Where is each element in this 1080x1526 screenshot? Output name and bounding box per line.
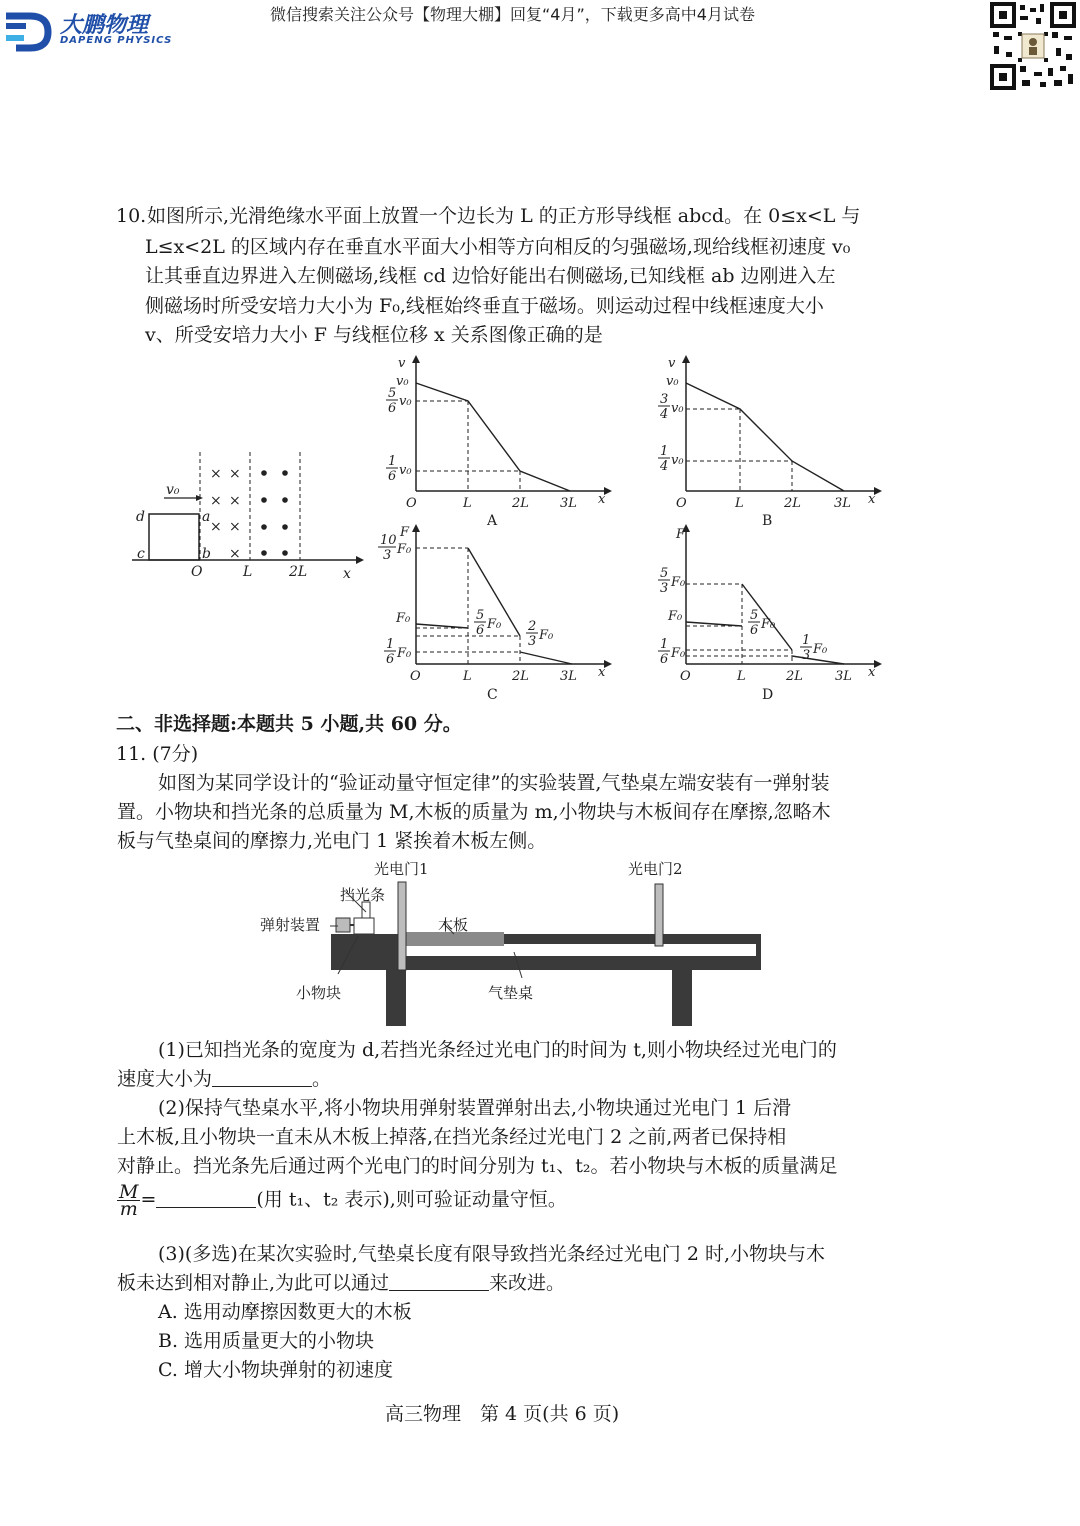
mass-ratio-denominator: m: [119, 1198, 138, 1220]
q11-part3-line-2: [117, 1269, 565, 1298]
q10-line-5: v、所受安培力大小 F 与线框位移 x 关系图像正确的是: [145, 324, 603, 346]
q11-apparatus-figure: [258, 856, 768, 1026]
option-a-mark-5: 5: [388, 386, 397, 401]
option-b-mark-v0: v₀: [666, 374, 679, 389]
small-block: [354, 918, 374, 934]
q11-part1-line-1: (1)已知挡光条的宽度为 d,若挡光条经过光电门的时间为 t,则小物块经过光电门的: [158, 1039, 837, 1061]
q10-setup-figure: [128, 448, 368, 583]
label-air-table: 气垫桌: [488, 984, 534, 1002]
shutter-strip: [362, 902, 370, 920]
option-a-mark-6b: 6: [388, 469, 397, 484]
option-d-tick-3L: 3L: [835, 669, 852, 684]
option-c-tick-2L: 2L: [512, 669, 529, 684]
q10-line-2: L≤x<2L 的区域内存在垂直水平面大小相等方向相反的匀强磁场,现给线框初速度 v₀: [145, 236, 851, 258]
dapeng-logo-icon: [2, 12, 56, 56]
option-b-mark-4: 4: [660, 407, 669, 422]
setup-label-c: c: [137, 546, 145, 562]
option-c-mark-10: 10: [380, 533, 397, 548]
option-a-mark-1: 1: [388, 454, 397, 469]
option-c-mark-F0d: F₀: [539, 628, 554, 643]
q11-intro-1: 如图为某同学设计的“验证动量守恒定律”的实验装置,气垫桌左端安装有一弹射装: [158, 772, 830, 794]
svg-text:×: ×: [210, 519, 222, 535]
label-photogate-2: 光电门2: [628, 860, 683, 878]
q10-line-1: 如图所示,光滑绝缘水平面上放置一个边长为 L 的正方形导线框 abcd。在 0≤x<L 与: [147, 205, 861, 227]
svg-text:×: ×: [229, 519, 241, 535]
label-block: 小物块: [296, 984, 342, 1002]
option-b-tick-O: O: [676, 496, 687, 511]
setup-label-x: x: [343, 566, 351, 582]
option-d-tick-L: L: [737, 669, 746, 684]
setup-label-O: O: [191, 564, 203, 580]
option-c-mark-5: 5: [476, 608, 485, 623]
option-a-curve: [416, 383, 570, 491]
option-a-tick-x: x: [598, 492, 606, 507]
option-c-mark-F0c: F₀: [487, 617, 502, 632]
option-d-mark-F0d: F₀: [813, 642, 828, 657]
brand-logo: [0, 4, 200, 52]
option-d-curve-1: [686, 622, 742, 626]
q11-choice-c[interactable]: C. 增大小物块弹射的初速度: [158, 1359, 393, 1381]
table-leg-right: [672, 970, 692, 1026]
section2-title: 二、非选择题:本题共 5 小题,共 60 分。: [116, 713, 462, 735]
q11-part2-line-2: 上木板,且小物块一直未从木板上掉落,在挡光条经过光电门 2 之前,两者已保持相: [117, 1126, 787, 1148]
wooden-board: [406, 932, 504, 946]
option-c-mark-6: 6: [476, 623, 485, 638]
option-b-mark-4b: 4: [660, 459, 669, 474]
option-d-mark-F0: F₀: [671, 575, 686, 590]
option-d-mark-3: 3: [660, 581, 669, 596]
q10-number: 10.: [116, 205, 147, 227]
q11-intro-3: 板与气垫桌间的摩擦力,光电门 1 紧挨着木板左侧。: [117, 830, 547, 852]
setup-label-L: L: [243, 564, 253, 580]
brand-name-en: DAPENG PHYSICS: [60, 35, 173, 46]
option-b-curve: [686, 383, 844, 491]
label-board: 木板: [438, 916, 469, 934]
q11-part3-suffix: 来改进。: [489, 1272, 566, 1294]
option-b-mark-1: 1: [660, 444, 669, 459]
label-shutter: 挡光条: [340, 886, 386, 904]
option-d-mark-1: 1: [802, 633, 811, 648]
option-b-label: B: [762, 513, 773, 529]
svg-text:×: ×: [210, 493, 222, 509]
option-d-tick-x: x: [868, 665, 876, 680]
option-d-mark-F0b: F₀: [668, 609, 683, 624]
option-d-tick-O: O: [680, 669, 691, 684]
q11-part1-answer-blank[interactable]: [212, 1068, 312, 1087]
q11-part1-line-2: [117, 1065, 331, 1094]
option-c-tick-3L: 3L: [560, 669, 577, 684]
q11-part2-suffix: (用 t₁、t₂ 表示),则可验证动量守恒。: [256, 1188, 567, 1211]
option-c-label: C: [487, 687, 498, 702]
option-a-mark-v0c: v₀: [399, 463, 412, 478]
q11-part2-line-1: (2)保持气垫桌水平,将小物块用弹射装置弹射出去,小物块通过光电门 1 后滑: [158, 1097, 792, 1119]
field-into-page: [210, 466, 241, 562]
option-d-curve-3: [792, 656, 844, 664]
option-b-mark-3: 3: [660, 392, 669, 407]
option-d-mark-3b: 3: [802, 648, 811, 663]
option-c-tick-L: L: [463, 669, 472, 684]
option-d-mark-F0c: F₀: [761, 617, 776, 632]
option-a-yaxis-label: v: [398, 356, 406, 371]
q10-line-4: 侧磁场时所受安培力大小为 F₀,线框始终垂直于磁场。则运动过程中线框速度大小: [145, 295, 824, 317]
photogate-2: [655, 884, 663, 946]
option-b-mark-v0b: v₀: [671, 401, 684, 416]
setup-label-d: d: [136, 509, 145, 525]
q11-part3-prefix: 板未达到相对静止,为此可以通过: [117, 1272, 390, 1294]
option-d-mark-6: 6: [750, 623, 759, 638]
q10-option-d-graph: [640, 522, 890, 702]
option-a-tick-O: O: [406, 496, 417, 511]
field-out-of-page: [261, 470, 288, 556]
q11-choice-b[interactable]: B. 选用质量更大的小物块: [158, 1330, 375, 1352]
option-c-mark-3: 3: [383, 548, 392, 563]
q11-part1-prefix: 速度大小为: [117, 1068, 213, 1090]
q10-line-3: 让其垂直边界进入左侧磁场,线框 cd 边恰好能出右侧磁场,已知线框 ab 边刚进入左: [145, 265, 836, 287]
option-d-mark-5b: 5: [750, 608, 759, 623]
option-c-mark-F0: F₀: [397, 542, 412, 557]
option-c-mark-1: 1: [386, 637, 395, 652]
option-a-tick-2L: 2L: [512, 496, 529, 511]
q11-part2-equals: =: [140, 1188, 157, 1211]
q10-option-a-graph: [370, 353, 620, 533]
brand-name-cn: 大鹏物理: [60, 13, 149, 38]
option-d-mark-6b: 6: [660, 652, 669, 667]
header-notice: 微信搜索关注公众号【物理大棚】回复“4月”，下载更多高中4月试卷: [270, 5, 755, 24]
option-c-mark-F0e: F₀: [397, 646, 412, 661]
qr-code-icon: [990, 2, 1076, 90]
wire-frame: [149, 514, 199, 560]
option-c-mark-F0b: F₀: [396, 611, 411, 626]
option-a-mark-6: 6: [388, 401, 397, 416]
photogate-1: [398, 882, 406, 970]
mass-ratio-fraction: [117, 1181, 140, 1220]
option-b-tick-2L: 2L: [784, 496, 801, 511]
setup-label-v0: v₀: [166, 482, 180, 498]
option-c-mark-2: 2: [528, 619, 537, 634]
option-c-yaxis-label: F: [400, 525, 410, 540]
setup-label-a: a: [202, 509, 211, 525]
q11-number: 11. (7分): [116, 743, 199, 765]
table-leg-left: [386, 970, 406, 1026]
option-b-tick-3L: 3L: [834, 496, 851, 511]
option-b-tick-L: L: [735, 496, 744, 511]
q11-choice-a[interactable]: A. 选用动摩擦因数更大的木板: [158, 1301, 412, 1323]
option-a-mark-v0: v₀: [396, 374, 409, 389]
option-c-tick-x: x: [598, 665, 606, 680]
option-b-yaxis-label: v: [668, 356, 676, 371]
label-launcher: 弹射装置: [260, 916, 321, 934]
option-c-tick-O: O: [410, 669, 421, 684]
option-c-curve-3: [520, 652, 572, 664]
option-c-mark-3b: 3: [528, 634, 537, 649]
option-d-mark-5: 5: [660, 566, 669, 581]
option-d-mark-1b: 1: [660, 637, 669, 652]
svg-text:×: ×: [229, 546, 241, 562]
q11-part3-answer-blank[interactable]: [389, 1272, 489, 1291]
option-c-curve-1: [416, 624, 468, 628]
option-d-tick-2L: 2L: [786, 669, 803, 684]
q11-part3-line-1: (3)(多选)在某次实验时,气垫桌长度有限导致挡光条经过光电门 2 时,小物块与木: [158, 1243, 825, 1265]
q11-part2-answer-blank[interactable]: [156, 1189, 256, 1208]
option-a-label: A: [487, 513, 498, 529]
q10-option-c-graph: [370, 522, 620, 702]
option-d-yaxis-label: F: [676, 527, 686, 542]
label-photogate-1: 光电门1: [374, 860, 429, 878]
setup-label-2L: 2L: [289, 564, 308, 580]
q11-part2-line-4: [117, 1181, 567, 1220]
mass-ratio-numerator: M: [119, 1181, 139, 1203]
option-c-mark-6b: 6: [386, 652, 395, 667]
option-d-label: D: [762, 687, 774, 702]
q10-option-b-graph: [640, 353, 890, 533]
q11-intro-2: 置。小物块和挡光条的总质量为 M,木板的质量为 m,小物块与木板间存在摩擦,忽略木: [117, 801, 831, 823]
option-b-tick-x: x: [868, 492, 876, 507]
page-footer: 高三物理 第 4 页(共 6 页): [385, 1403, 620, 1425]
option-a-mark-v0b: v₀: [399, 394, 412, 409]
svg-text:×: ×: [210, 466, 222, 482]
q11-part2-line-3: 对静止。挡光条先后通过两个光电门的时间分别为 t₁、t₂。若小物块与木板的质量满足: [117, 1155, 838, 1177]
option-a-tick-3L: 3L: [560, 496, 577, 511]
option-a-tick-L: L: [463, 496, 472, 511]
setup-label-b: b: [202, 546, 211, 562]
svg-text:×: ×: [229, 493, 241, 509]
q11-part1-suffix: 。: [312, 1068, 332, 1090]
svg-text:×: ×: [229, 466, 241, 482]
launcher: [336, 918, 350, 932]
option-d-mark-F0e: F₀: [671, 646, 686, 661]
option-b-mark-v0c: v₀: [671, 453, 684, 468]
